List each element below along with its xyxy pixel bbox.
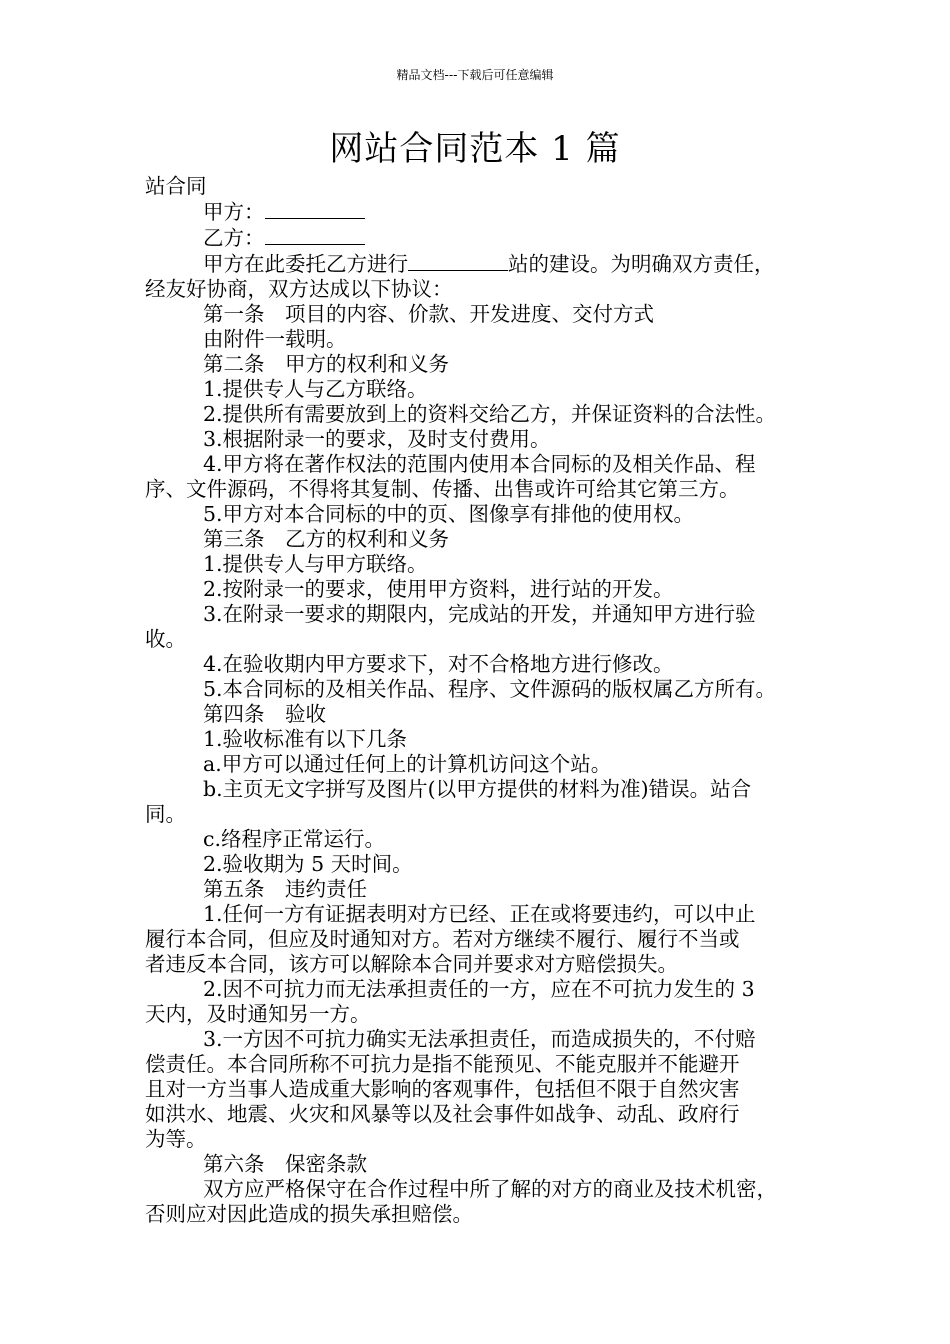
article-heading: 第二条 甲方的权利和义务 <box>203 352 449 376</box>
article-heading: 第五条 违约责任 <box>203 877 367 901</box>
text-line: 如洪水、地震、火灾和风暴等以及社会事件如战争、动乱、政府行 <box>145 1102 740 1126</box>
article-heading: 第一条 项目的内容、价款、开发进度、交付方式 <box>203 302 654 326</box>
party-b-blank <box>265 225 365 245</box>
text-line: 2.因不可抗力而无法承担责任的一方，应在不可抗力发生的 3 <box>203 977 755 1001</box>
text-line: 1.提供专人与甲方联络。 <box>203 552 428 576</box>
text-line: 3.在附录一要求的期限内，完成站的开发，并通知甲方进行验 <box>203 602 756 626</box>
text-line: 5.甲方对本合同标的中的页、图像享有排他的使用权。 <box>203 502 695 526</box>
text-line: 经友好协商，双方达成以下协议： <box>145 277 453 301</box>
party-b-label: 乙方： <box>203 226 265 250</box>
text-line: 由附件一载明。 <box>203 327 347 351</box>
text-line: 履行本合同，但应及时通知对方。若对方继续不履行、履行不当或 <box>145 927 740 951</box>
party-a-line <box>145 199 825 225</box>
party-a-label: 甲方： <box>203 200 265 224</box>
text-line: 收。 <box>145 627 186 651</box>
text-line: 同。 <box>145 802 186 826</box>
article-heading: 第三条 乙方的权利和义务 <box>203 527 449 551</box>
article-heading: 第四条 验收 <box>203 702 326 726</box>
page-header: 精品文档---下载后可任意编辑 <box>396 68 554 82</box>
text-segment: 站的建设。为明确双方责任， <box>508 252 775 276</box>
text-segment: 甲方在此委托乙方进行 <box>203 252 408 276</box>
text-line: 序、文件源码，不得将其复制、传播、出售或许可给其它第三方。 <box>145 477 740 501</box>
text-line: 天内，及时通知另一方。 <box>145 1002 371 1026</box>
text-line <box>145 251 825 277</box>
text-line: 4.在验收期内甲方要求下，对不合格地方进行修改。 <box>203 652 674 676</box>
text-line: 2.提供所有需要放到上的资料交给乙方，并保证资料的合法性。 <box>203 402 777 426</box>
text-line: 1.提供专人与乙方联络。 <box>203 377 428 401</box>
text-line: 站合同 <box>145 174 207 198</box>
party-a-blank <box>265 199 365 219</box>
text-line: 且对一方当事人造成重大影响的客观事件，包括但不限于自然灾害 <box>145 1077 740 1101</box>
text-line: 者违反本合同，该方可以解除本合同并要求对方赔偿损失。 <box>145 952 678 976</box>
text-line: 1.任何一方有证据表明对方已经、正在或将要违约，可以中止 <box>203 902 756 926</box>
text-line: 4.甲方将在著作权法的范围内使用本合同标的及相关作品、程 <box>203 452 756 476</box>
contract-body <box>145 174 825 1227</box>
text-line: 3.根据附录一的要求，及时支付费用。 <box>203 427 551 451</box>
text-line: 偿责任。本合同所称不可抗力是指不能预见、不能克服并不能避开 <box>145 1052 740 1076</box>
text-line: 为等。 <box>145 1127 207 1151</box>
text-line: 2.验收期为 5 天时间。 <box>203 852 413 876</box>
text-line: b.主页无文字拼写及图片(以甲方提供的材料为准)错误。站合 <box>203 777 752 801</box>
text-line: 否则应对因此造成的损失承担赔偿。 <box>145 1202 473 1226</box>
website-name-blank <box>408 251 508 271</box>
text-line: 双方应严格保守在合作过程中所了解的对方的商业及技术机密， <box>203 1177 777 1201</box>
text-line: 1.验收标准有以下几条 <box>203 727 408 751</box>
article-heading: 第六条 保密条款 <box>203 1152 367 1176</box>
text-line: 5.本合同标的及相关作品、程序、文件源码的版权属乙方所有。 <box>203 677 777 701</box>
document-title: 网站合同范本 1 篇 <box>329 129 621 169</box>
text-line: 2.按附录一的要求，使用甲方资料，进行站的开发。 <box>203 577 674 601</box>
text-line: 3.一方因不可抗力确实无法承担责任，而造成损失的，不付赔 <box>203 1027 756 1051</box>
party-b-line <box>145 225 825 251</box>
text-line: c.络程序正常运行。 <box>203 827 385 851</box>
text-line: a.甲方可以通过任何上的计算机访问这个站。 <box>203 752 612 776</box>
